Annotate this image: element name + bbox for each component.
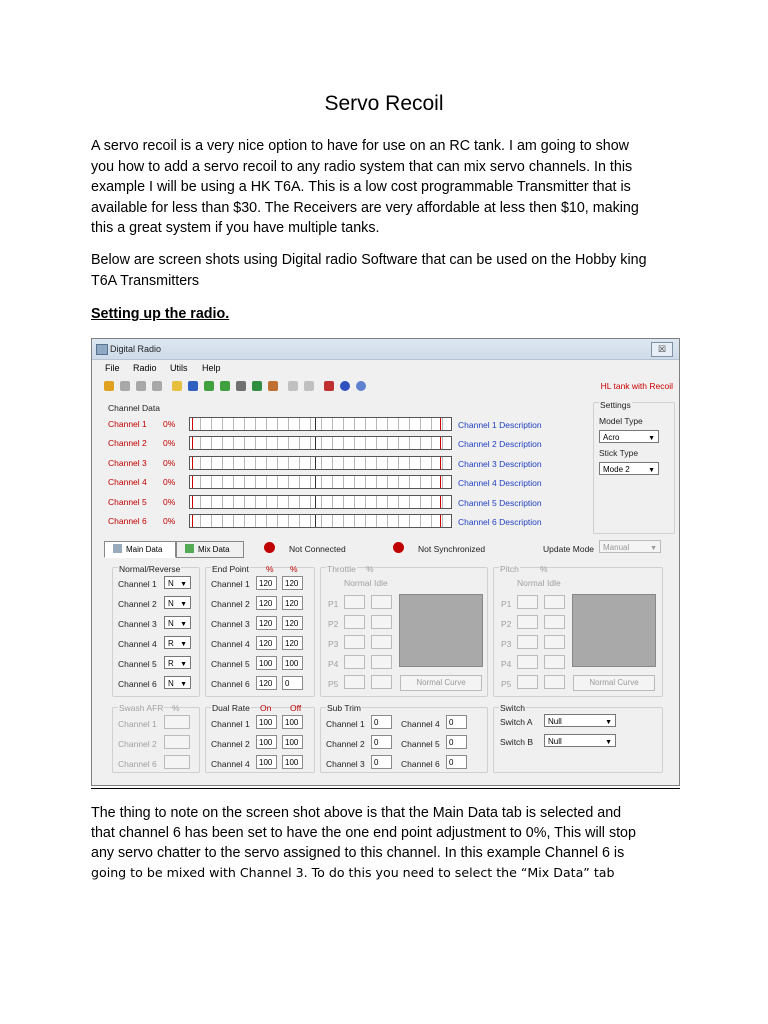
channel-label: Channel 2: [108, 438, 147, 448]
stick-type-label: Stick Type: [599, 448, 639, 458]
channel-description[interactable]: Channel 5 Description: [458, 498, 542, 508]
throttle-idle-field[interactable]: [371, 615, 392, 629]
pitch-normal-label: Normal: [517, 578, 545, 588]
st-field[interactable]: 0: [371, 755, 392, 769]
end-point-pct-high: %: [290, 564, 298, 574]
channel-bar: [189, 495, 452, 509]
document-title: Servo Recoil: [324, 92, 444, 115]
st-field[interactable]: 0: [446, 715, 467, 729]
throttle-idle-field[interactable]: [371, 635, 392, 649]
swash-afr-label: Swash AFR: [119, 703, 164, 713]
tab-mix-data[interactable]: [176, 541, 244, 558]
model-type-label: Model Type: [599, 416, 643, 426]
tab-mix-data-label: Mix Data: [198, 545, 230, 554]
chevron-down-icon: ▼: [180, 661, 187, 668]
upload-icon[interactable]: [136, 381, 146, 391]
throttle-normal-field[interactable]: [344, 615, 365, 629]
throttle-idle-field[interactable]: [371, 675, 392, 689]
st-field[interactable]: 0: [446, 755, 467, 769]
chevron-down-icon: ▼: [650, 545, 657, 552]
menu-file[interactable]: File: [105, 363, 120, 373]
pitch-idle-field[interactable]: [544, 655, 565, 669]
pitch-point-label: P3: [501, 639, 512, 649]
throttle-idle-field[interactable]: [371, 595, 392, 609]
chevron-down-icon: ▼: [648, 435, 655, 442]
ep-channel-label: Channel 6: [211, 679, 250, 689]
stick-type-select[interactable]: [599, 462, 659, 475]
chevron-down-icon: ▼: [648, 467, 655, 474]
nr-value: N: [168, 619, 174, 628]
normal-reverse-label: Normal/Reverse: [119, 564, 181, 574]
stick-type-value: Mode 2: [603, 465, 630, 474]
channel-bar: [189, 514, 452, 528]
dual-rate-on-label: On: [260, 703, 272, 713]
list-icon[interactable]: [288, 381, 298, 391]
window-title: Digital Radio: [110, 344, 162, 354]
update-mode-label: Update Mode: [543, 544, 595, 554]
pitch-idle-field[interactable]: [544, 675, 565, 689]
menu-utils[interactable]: Utils: [170, 363, 188, 373]
digital-radio-window: [91, 338, 680, 786]
channel-bar: [189, 475, 452, 489]
model-type-value: Acro: [603, 433, 620, 442]
channel-label: Channel 5: [108, 497, 147, 507]
chevron-down-icon: ▼: [180, 601, 187, 608]
copy-icon[interactable]: [204, 381, 214, 391]
channel-percent: 0%: [163, 497, 176, 507]
nr-channel-label: Channel 2: [118, 599, 157, 609]
nr-select[interactable]: [164, 676, 191, 689]
download-icon[interactable]: [152, 381, 162, 391]
intro-line: this a great system if you have multiple tanks.: [91, 220, 380, 236]
after-line: any servo chatter to the servo assigned to this channel. In this example Channel 6 is: [91, 845, 625, 861]
window-titlebar: [92, 339, 679, 360]
throttle-curve-graph: [399, 594, 483, 667]
chevron-down-icon: ▼: [180, 681, 187, 688]
screenshots-paragraph: [91, 250, 681, 291]
switch-label: Switch: [500, 703, 526, 713]
toolbar: [92, 377, 679, 395]
pitch-normal-field[interactable]: [517, 655, 538, 669]
swash-channel-label: Channel 6: [118, 759, 157, 769]
ep-high-field[interactable]: 120: [282, 636, 303, 650]
chevron-down-icon: ▼: [180, 581, 187, 588]
tab-main-data-label: Main Data: [126, 545, 163, 554]
menu-bar: [92, 360, 679, 376]
st-channel-label: Channel 3: [326, 759, 365, 769]
menu-help[interactable]: Help: [202, 363, 221, 373]
end-point-pct-low: %: [266, 564, 274, 574]
end-point-label: End Point: [212, 564, 249, 574]
swash-field[interactable]: [164, 755, 190, 769]
below-line: T6A Transmitters: [91, 272, 200, 289]
pitch-point-label: P5: [501, 679, 512, 689]
swash-channel-label: Channel 1: [118, 719, 157, 729]
nr-select[interactable]: [164, 656, 191, 669]
st-channel-label: Channel 4: [401, 719, 440, 729]
channel-bar: [189, 436, 452, 450]
switch-a-label: Switch A: [500, 717, 533, 727]
channel-description[interactable]: Channel 2 Description: [458, 439, 542, 449]
swash-channel-label: Channel 2: [118, 739, 157, 749]
swash-field[interactable]: [164, 735, 190, 749]
channel-percent: 0%: [163, 516, 176, 526]
pitch-normal-field[interactable]: [517, 635, 538, 649]
info-icon[interactable]: [356, 381, 366, 391]
pitch-point-label: P1: [501, 599, 512, 609]
dual-rate-label: Dual Rate: [212, 703, 250, 713]
gear-icon[interactable]: [120, 381, 130, 391]
pitch-point-label: P4: [501, 659, 512, 669]
channel-label: Channel 4: [108, 477, 147, 487]
explanation-paragraph: [91, 803, 681, 883]
dr-channel-label: Channel 1: [211, 719, 250, 729]
ep-high-field[interactable]: 120: [282, 596, 303, 610]
mix-icon: [185, 544, 194, 553]
below-line: Below are screen shots using Digital radio Software that can be used on the Hobby king: [91, 252, 647, 268]
throttle-normal-field[interactable]: [344, 595, 365, 609]
intro-line: example I will be using a HK T6A. This is a low cost programmable Transmitter that is: [91, 179, 631, 195]
nr-value: N: [168, 679, 174, 688]
st-field[interactable]: 0: [371, 715, 392, 729]
st-channel-label: Channel 2: [326, 739, 365, 749]
connect-icon[interactable]: [104, 381, 114, 391]
pitch-idle-field[interactable]: [544, 635, 565, 649]
channel-label: Channel 1: [108, 419, 147, 429]
grid-icon[interactable]: [304, 381, 314, 391]
throttle-point-label: P4: [328, 659, 339, 669]
intro-paragraph: [91, 136, 681, 239]
st-field[interactable]: 0: [446, 735, 467, 749]
alarm-icon[interactable]: [324, 381, 334, 391]
channel-description[interactable]: Channel 4 Description: [458, 478, 542, 488]
sync-status-text: Not Synchronized: [418, 544, 486, 554]
pitch-pct: %: [540, 564, 548, 574]
channel-bar: [189, 456, 452, 470]
tools-icon[interactable]: [268, 381, 278, 391]
export-icon[interactable]: [252, 381, 262, 391]
throttle-pct: %: [366, 564, 374, 574]
after-line: that channel 6 has been set to have the one end point adjustment to 0%, This will stop: [91, 825, 636, 841]
print-icon[interactable]: [236, 381, 246, 391]
ep-high-field[interactable]: 120: [282, 576, 303, 590]
app-icon: [96, 344, 108, 355]
nr-value: R: [168, 639, 174, 648]
separator-line: [91, 788, 680, 789]
pitch-idle-label: Idle: [547, 578, 561, 588]
st-channel-label: Channel 5: [401, 739, 440, 749]
channel-description[interactable]: Channel 6 Description: [458, 517, 542, 527]
intro-line: you how to add a servo recoil to any radio system that can mix servo channels. In this: [91, 158, 633, 175]
channel-data-label: Channel Data: [108, 403, 160, 413]
dr-on-field[interactable]: 100: [256, 735, 277, 749]
pitch-normal-field[interactable]: [517, 615, 538, 629]
ep-channel-label: Channel 5: [211, 659, 250, 669]
pitch-normal-field[interactable]: [517, 675, 538, 689]
nr-select[interactable]: [164, 596, 191, 609]
update-mode-value: Manual: [603, 543, 630, 552]
pitch-curve-graph: [572, 594, 656, 667]
ep-high-field[interactable]: 100: [282, 656, 303, 670]
dr-on-field[interactable]: 100: [256, 715, 277, 729]
chevron-down-icon: ▼: [605, 739, 612, 746]
nr-select[interactable]: [164, 636, 191, 649]
switch-b-select[interactable]: [544, 734, 616, 747]
dr-channel-label: Channel 2: [211, 739, 250, 749]
pitch-idle-field[interactable]: [544, 615, 565, 629]
intro-line: available for less than $30. The Receivers are very affordable at less then $10, making: [91, 199, 639, 216]
throttle-normal-field[interactable]: [344, 635, 365, 649]
pitch-idle-field[interactable]: [544, 595, 565, 609]
connection-status-led: [264, 542, 275, 553]
st-field[interactable]: 0: [371, 735, 392, 749]
swash-afr-pct: %: [172, 703, 180, 713]
throttle-idle-label: Idle: [374, 578, 388, 588]
switch-a-value: Null: [548, 717, 562, 726]
throttle-label: Throttle: [327, 564, 356, 574]
pitch-curve-button[interactable]: Normal Curve: [573, 675, 655, 691]
ep-channel-label: Channel 2: [211, 599, 250, 609]
st-channel-label: Channel 6: [401, 759, 440, 769]
wrench-icon: [113, 544, 122, 553]
channel-percent: 0%: [163, 438, 176, 448]
throttle-normal-field[interactable]: [344, 655, 365, 669]
open-folder-icon[interactable]: [172, 381, 182, 391]
after-line: going to be mixed with Channel 3. To do this you need to select the “Mix Data” tab: [91, 865, 615, 880]
throttle-point-label: P1: [328, 599, 339, 609]
chevron-down-icon: ▼: [180, 621, 187, 628]
nr-value: N: [168, 599, 174, 608]
ep-high-field[interactable]: 0: [282, 676, 303, 690]
throttle-normal-field[interactable]: [344, 675, 365, 689]
section-heading: Setting up the radio.: [91, 306, 230, 322]
ep-low-field[interactable]: 120: [256, 596, 277, 610]
chevron-down-icon: ▼: [180, 641, 187, 648]
throttle-normal-label: Normal: [344, 578, 372, 588]
nr-channel-label: Channel 4: [118, 639, 157, 649]
paste-icon[interactable]: [220, 381, 230, 391]
chevron-down-icon: ▼: [605, 719, 612, 726]
nr-value: N: [168, 579, 174, 588]
tab-main-data[interactable]: [104, 541, 176, 558]
close-button[interactable]: ☒: [651, 342, 673, 357]
pitch-point-label: P2: [501, 619, 512, 629]
throttle-point-label: P5: [328, 679, 339, 689]
nr-channel-label: Channel 5: [118, 659, 157, 669]
throttle-curve-button[interactable]: Normal Curve: [400, 675, 482, 691]
nr-channel-label: Channel 6: [118, 679, 157, 689]
nr-value: R: [168, 659, 174, 668]
nr-select[interactable]: [164, 616, 191, 629]
st-channel-label: Channel 1: [326, 719, 365, 729]
ep-channel-label: Channel 1: [211, 579, 250, 589]
nr-channel-label: Channel 3: [118, 619, 157, 629]
model-name: HL tank with Recoil: [600, 381, 673, 391]
channel-description[interactable]: Channel 3 Description: [458, 459, 542, 469]
ep-low-field[interactable]: 120: [256, 616, 277, 630]
switch-b-value: Null: [548, 737, 562, 746]
dr-off-field[interactable]: 100: [282, 735, 303, 749]
update-mode-select[interactable]: [599, 540, 661, 553]
settings-label: Settings: [600, 400, 631, 410]
pitch-normal-field[interactable]: [517, 595, 538, 609]
pitch-label: Pitch: [500, 564, 519, 574]
dr-off-field[interactable]: 100: [282, 755, 303, 769]
channel-label: Channel 3: [108, 458, 147, 468]
dr-channel-label: Channel 4: [211, 759, 250, 769]
switch-a-select[interactable]: [544, 714, 616, 727]
ep-channel-label: Channel 4: [211, 639, 250, 649]
nr-channel-label: Channel 1: [118, 579, 157, 589]
ep-high-field[interactable]: 120: [282, 616, 303, 630]
dr-on-field[interactable]: 100: [256, 755, 277, 769]
channel-bar: [189, 417, 452, 431]
connection-status-text: Not Connected: [289, 544, 346, 554]
ep-low-field[interactable]: 120: [256, 636, 277, 650]
channel-percent: 0%: [163, 458, 176, 468]
menu-radio[interactable]: Radio: [133, 363, 157, 373]
sync-status-led: [393, 542, 404, 553]
sub-trim-label: Sub Trim: [327, 703, 362, 713]
channel-label: Channel 6: [108, 516, 147, 526]
ep-low-field[interactable]: 120: [256, 676, 277, 690]
channel-percent: 0%: [163, 477, 176, 487]
save-icon[interactable]: [188, 381, 198, 391]
throttle-idle-field[interactable]: [371, 655, 392, 669]
throttle-point-label: P2: [328, 619, 339, 629]
ep-low-field[interactable]: 120: [256, 576, 277, 590]
throttle-point-label: P3: [328, 639, 339, 649]
dr-off-field[interactable]: 100: [282, 715, 303, 729]
channel-description[interactable]: Channel 1 Description: [458, 420, 542, 430]
intro-line: A servo recoil is a very nice option to have for use on an RC tank. I am going to show: [91, 138, 630, 154]
ep-low-field[interactable]: 100: [256, 656, 277, 670]
ep-channel-label: Channel 3: [211, 619, 250, 629]
after-line: The thing to note on the screen shot above is that the Main Data tab is selected and: [91, 805, 622, 821]
dual-rate-off-label: Off: [290, 703, 302, 713]
channel-percent: 0%: [163, 419, 176, 429]
switch-b-label: Switch B: [500, 737, 534, 747]
swash-field[interactable]: [164, 715, 190, 729]
help-icon[interactable]: [340, 381, 350, 391]
nr-select[interactable]: [164, 576, 191, 589]
model-type-select[interactable]: [599, 430, 659, 443]
